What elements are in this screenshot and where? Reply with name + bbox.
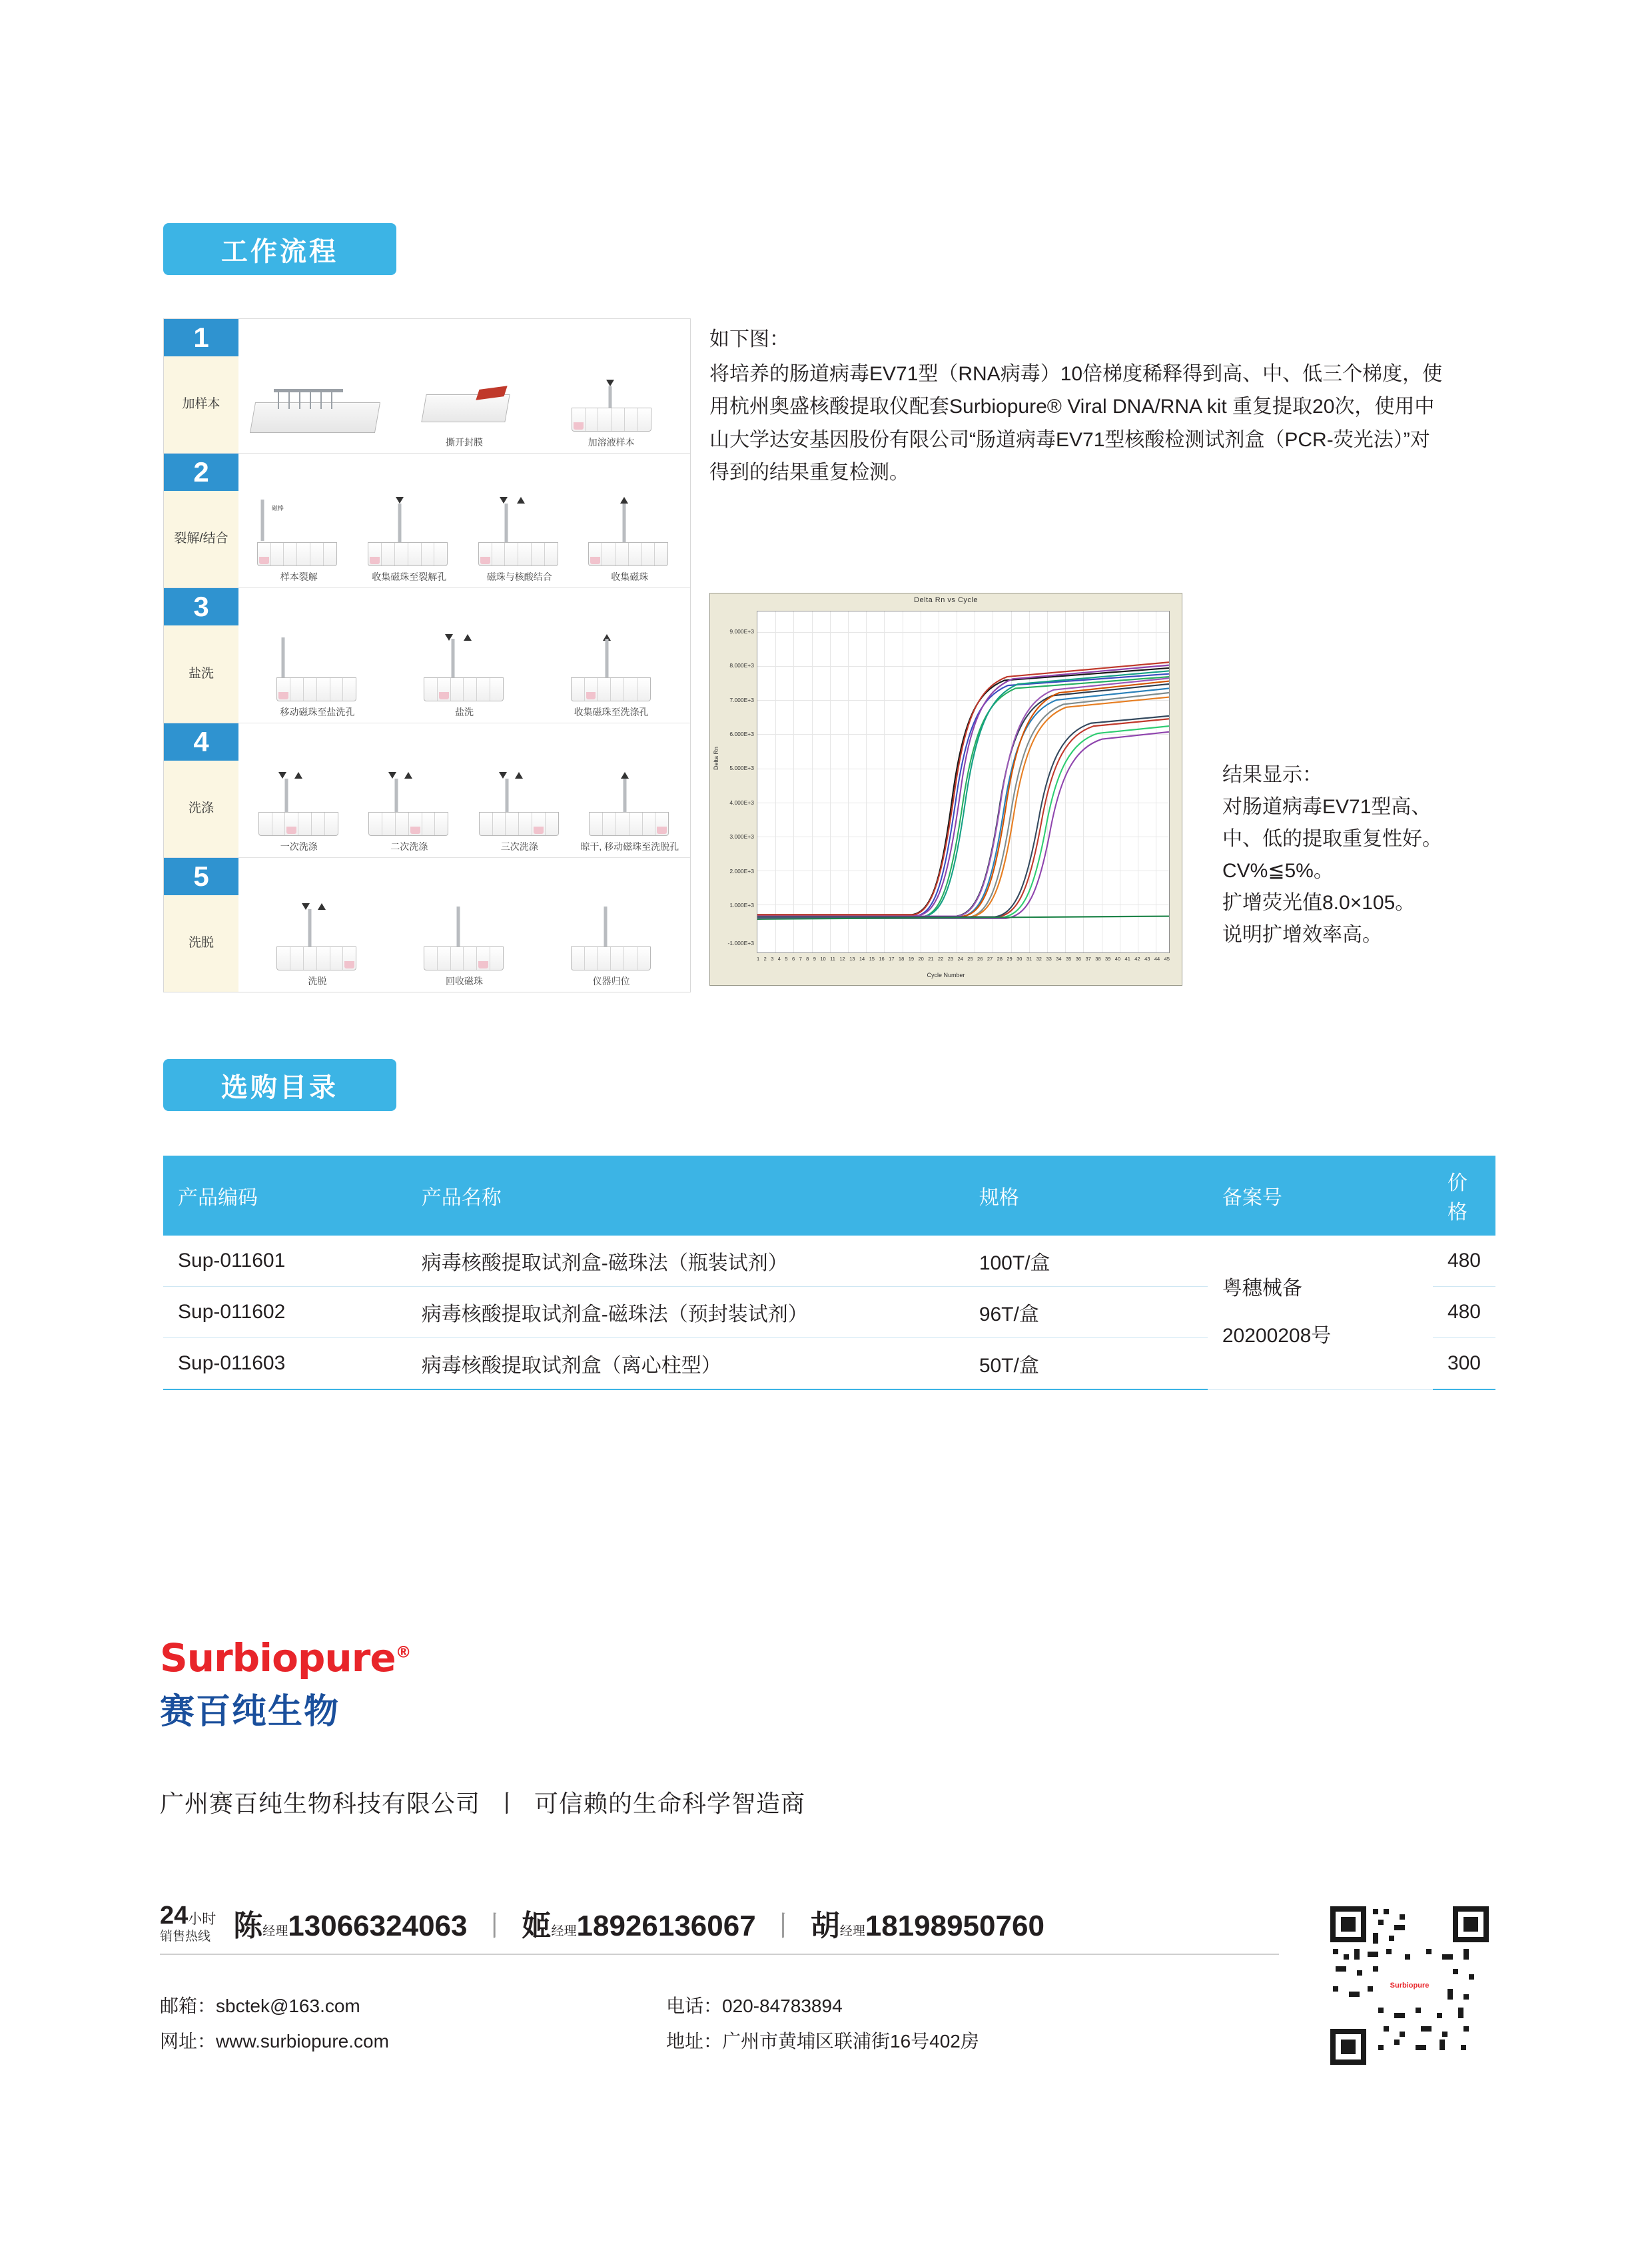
workflow-step-number: 1 — [164, 319, 238, 356]
cell-spec: 96T/盒 — [965, 1287, 1208, 1338]
amplification-chart — [709, 593, 1182, 986]
workflow-figure-cell — [354, 458, 465, 583]
cell-record-number — [1208, 1236, 1433, 1389]
chart-x-tick: 33 — [1046, 956, 1052, 962]
website-label: 网址： — [160, 2031, 216, 2052]
table-header-spec: 规格 — [965, 1156, 1208, 1236]
workflow-step-figures — [238, 588, 690, 722]
chart-x-tick: 3 — [771, 956, 774, 962]
workflow-step-figures — [238, 454, 690, 587]
workflow-step-number: 2 — [164, 454, 238, 491]
chart-x-tick: 24 — [957, 956, 963, 962]
workflow-figure-caption: 一次洗涤 — [280, 841, 318, 852]
description-body: 将培养的肠道病毒EV71型（RNA病毒）10倍梯度稀释得到高、中、低三个梯度，使用杭州奥盛核酸提取仪配套Surbiopure® Viral DNA/RNA kit 重复提取20次，使用中山大学达安基因股份有限公司“肠道病毒EV71型核酸检测试剂盒（PCR-荧光法）”对得到的结果重复检测。 — [709, 362, 1443, 484]
table-row — [163, 1236, 1495, 1287]
chart-x-ticks — [757, 956, 1170, 965]
workflow-step-label: 洗涤 — [188, 801, 214, 815]
contact-2[interactable] — [522, 1902, 756, 1944]
workflow-step-figures — [238, 723, 690, 857]
contact-1-title: 经理 — [262, 1924, 288, 1938]
contact-2-phone[interactable]: 18926136067 — [576, 1910, 756, 1942]
chart-x-tick: 22 — [937, 956, 944, 962]
brand-chinese-name: 赛百纯生物 — [160, 1692, 340, 1731]
chart-x-tick: 30 — [1017, 956, 1023, 962]
brand-english-text: Surbiopure — [160, 1635, 396, 1681]
chart-y-tick: 5.000E+3 — [729, 765, 754, 772]
chart-x-tick: 27 — [987, 956, 993, 962]
chart-x-tick: 43 — [1144, 956, 1150, 962]
chart-x-tick: 11 — [830, 956, 835, 962]
result-line: 对肠道病毒EV71型高、 — [1222, 796, 1432, 818]
chart-x-tick: 10 — [820, 956, 826, 962]
workflow-illustration — [391, 862, 538, 972]
address-value: 广州市黄埔区联浦街16号402房 — [722, 2031, 979, 2052]
chart-x-tick: 1 — [757, 956, 760, 962]
chart-x-tick: 5 — [785, 956, 788, 962]
workflow-figure-caption: 移动磁珠至盐洗孔 — [280, 706, 355, 717]
workflow-figure-caption: 收集磁珠 — [611, 571, 649, 583]
chart-x-tick: 23 — [947, 956, 954, 962]
chart-x-tick: 20 — [918, 956, 924, 962]
chart-y-tick: -1.000E+3 — [727, 939, 754, 946]
chart-x-tick: 38 — [1095, 956, 1101, 962]
workflow-illustration — [464, 727, 575, 837]
contact-divider: 丨 — [769, 1910, 797, 1942]
tel-label: 电话： — [666, 1996, 723, 2016]
chart-x-tick: 35 — [1065, 956, 1072, 962]
email-value[interactable]: sbctek@163.com — [216, 1996, 360, 2016]
workflow-figure-caption: 加溶液样本 — [588, 437, 635, 448]
contact-2-title: 经理 — [551, 1924, 577, 1938]
chart-x-tick: 17 — [889, 956, 895, 962]
chart-x-tick: 19 — [908, 956, 915, 962]
workflow-illustration — [244, 592, 391, 702]
workflow-figure-caption: 洗脱 — [308, 976, 327, 987]
workflow-step-number: 5 — [164, 858, 238, 895]
workflow-figure-cell — [244, 323, 391, 449]
chart-x-tick: 29 — [1007, 956, 1013, 962]
workflow-illustration — [354, 727, 465, 837]
chart-x-tick: 31 — [1026, 956, 1032, 962]
workflow-illustration — [391, 592, 538, 702]
cell-code: Sup-011602 — [163, 1287, 407, 1338]
contact-1-surname: 陈 — [233, 1910, 263, 1942]
workflow-illustration — [538, 862, 685, 972]
description-block — [709, 323, 1446, 491]
chart-x-tick: 6 — [791, 956, 795, 962]
cell-name: 病毒核酸提取试剂盒-磁珠法（瓶装试剂） — [407, 1236, 965, 1287]
workflow-figure-cell — [391, 323, 538, 449]
workflow-figure-cell — [244, 458, 354, 583]
chart-x-tick: 37 — [1085, 956, 1091, 962]
cell-code: Sup-011603 — [163, 1338, 407, 1390]
workflow-figure-caption: 收集磁珠至洗涤孔 — [574, 706, 649, 717]
chart-x-tick: 41 — [1124, 956, 1130, 962]
cell-code: Sup-011601 — [163, 1236, 407, 1287]
description-lead: 如下图： — [709, 328, 789, 350]
company-name: 广州赛百纯生物科技有限公司 — [160, 1790, 481, 1817]
registered-mark-icon: ® — [395, 1643, 411, 1662]
chart-y-tick: 2.000E+3 — [729, 867, 754, 875]
hotline-badge-number — [160, 1902, 216, 1930]
hotline-badge-sub: 销售热线 — [160, 1930, 211, 1944]
company-slogan: 可信赖的生命科学智造商 — [534, 1790, 806, 1817]
workflow-figure-caption: 二次洗涤 — [390, 841, 428, 852]
chart-y-tick: 6.000E+3 — [729, 731, 754, 738]
chart-y-tick: 1.000E+3 — [729, 902, 754, 909]
chart-x-tick: 18 — [898, 956, 905, 962]
brand-logo — [160, 1635, 411, 1733]
workflow-illustration — [244, 323, 391, 446]
section-title-catalog: 选购目录 — [163, 1059, 396, 1111]
contact-3-phone[interactable]: 18198950760 — [865, 1910, 1044, 1942]
workflow-illustration — [391, 323, 538, 433]
hotline-row — [160, 1902, 1279, 1955]
workflow-step-row — [164, 454, 690, 588]
catalog-table — [163, 1156, 1495, 1390]
cell-spec: 50T/盒 — [965, 1338, 1208, 1390]
qr-code[interactable] — [1322, 1898, 1497, 2073]
qr-code-pattern — [1326, 1902, 1493, 2069]
result-line: 结果显示： — [1222, 764, 1322, 786]
table-header-row — [163, 1156, 1495, 1236]
workflow-figure-cell — [391, 592, 538, 718]
workflow-figure-cell — [538, 592, 685, 718]
workflow-figure-caption: 样本裂解 — [280, 571, 318, 583]
plate-skew-illustration — [247, 386, 387, 446]
workflow-illustration — [575, 458, 685, 567]
chart-x-tick: 21 — [928, 956, 934, 962]
contact-info-right — [666, 1988, 979, 2059]
workflow-figure-caption: 回收磁珠 — [446, 976, 483, 987]
table-header-price: 价格 — [1433, 1156, 1495, 1236]
hotline-badge-unit: 小时 — [188, 1912, 216, 1928]
workflow-figure-caption: 三次洗涤 — [500, 841, 538, 852]
result-line: 中、低的提取重复性好。 — [1222, 828, 1442, 850]
hotline-badge — [160, 1902, 216, 1944]
workflow-step-row — [164, 588, 690, 723]
workflow-figure-cell — [464, 458, 575, 583]
contact-3[interactable] — [811, 1902, 1044, 1944]
workflow-illustration — [464, 458, 575, 567]
workflow-step-number: 4 — [164, 723, 238, 761]
chart-x-tick: 45 — [1164, 956, 1170, 962]
company-separator: 丨 — [495, 1790, 520, 1817]
chart-y-tick: 9.000E+3 — [729, 627, 754, 635]
website-value[interactable]: www.surbiopure.com — [216, 2031, 389, 2052]
workflow-step-label: 盐洗 — [188, 666, 214, 681]
chart-x-tick: 28 — [997, 956, 1003, 962]
chart-x-tick: 40 — [1114, 956, 1121, 962]
chart-x-tick: 14 — [859, 956, 865, 962]
workflow-illustration — [538, 592, 685, 702]
email-row — [160, 1988, 389, 2024]
workflow-figure-caption: 仪器归位 — [592, 976, 630, 987]
chart-plot-area — [757, 611, 1170, 953]
workflow-figure-cell — [538, 323, 685, 449]
workflow-figure-cell — [391, 862, 538, 988]
contact-3-surname: 胡 — [810, 1910, 840, 1942]
address-row — [666, 2024, 979, 2059]
brand-english-name — [160, 1635, 411, 1681]
contact-info-block — [160, 1988, 979, 2059]
table-header-record: 备案号 — [1208, 1156, 1433, 1236]
chart-x-tick: 44 — [1154, 956, 1160, 962]
chart-y-ticks — [721, 611, 755, 953]
workflow-figure-caption: 撕开封膜 — [446, 437, 483, 448]
workflow-figure-cell — [575, 458, 685, 583]
workflow-illustration — [354, 458, 465, 567]
chart-x-tick: 39 — [1105, 956, 1111, 962]
address-label: 地址： — [666, 2031, 723, 2052]
contact-3-title: 经理 — [839, 1924, 865, 1938]
contact-divider: 丨 — [480, 1910, 509, 1942]
chart-y-tick: 4.000E+3 — [729, 799, 754, 806]
workflow-step-row — [164, 858, 690, 992]
hotline-badge-value: 24 — [160, 1902, 189, 1930]
chart-x-tick: 32 — [1036, 956, 1042, 962]
result-line: CV%≦5%。 — [1222, 860, 1334, 882]
workflow-step-left — [164, 454, 238, 587]
contact-1-phone[interactable]: 13066324063 — [288, 1910, 468, 1942]
chart-y-axis-label: Delta Rn — [713, 746, 719, 770]
record-number-line-2: 20200208号 — [1222, 1325, 1332, 1347]
workflow-step-left — [164, 319, 238, 453]
chart-x-tick: 36 — [1075, 956, 1082, 962]
chart-x-tick: 15 — [869, 956, 875, 962]
workflow-figure-cell — [538, 862, 685, 988]
cell-price: 480 — [1433, 1236, 1495, 1287]
contact-2-surname: 姬 — [522, 1910, 552, 1942]
chart-x-tick: 4 — [777, 956, 781, 962]
workflow-step-number: 3 — [164, 588, 238, 625]
workflow-step-left — [164, 858, 238, 992]
chart-x-tick: 2 — [763, 956, 767, 962]
workflow-step-left — [164, 723, 238, 857]
cell-price: 480 — [1433, 1287, 1495, 1338]
tel-value[interactable]: 020-84783894 — [722, 1996, 843, 2016]
chart-x-tick: 7 — [799, 956, 802, 962]
result-line: 扩增荧光值8.0×105。 — [1222, 892, 1416, 914]
workflow-illustration — [575, 727, 685, 837]
chart-x-tick: 34 — [1056, 956, 1062, 962]
chart-curves — [757, 611, 1169, 952]
workflow-step-label: 加样本 — [182, 397, 220, 412]
section-title-workflow: 工作流程 — [163, 223, 396, 275]
workflow-step-figures — [238, 858, 690, 992]
qr-center-logo: Surbiopure — [1392, 1978, 1428, 1993]
workflow-figure-cell — [575, 727, 685, 853]
email-label: 邮箱： — [160, 1996, 216, 2016]
workflow-figure-caption: 磁珠与核酸结合 — [486, 571, 552, 583]
workflow-figure-caption: 晾干, 移动磁珠至洗脱孔 — [580, 841, 679, 852]
cell-name: 病毒核酸提取试剂盒-磁珠法（预封装试剂） — [407, 1287, 965, 1338]
cell-price: 300 — [1433, 1338, 1495, 1390]
chart-y-tick: 8.000E+3 — [729, 662, 754, 669]
result-line: 说明扩增效率高。 — [1222, 924, 1382, 946]
workflow-figure-caption: 收集磁珠至裂解孔 — [372, 571, 447, 583]
contact-1[interactable] — [233, 1902, 467, 1944]
workflow-illustration — [244, 862, 391, 972]
chart-x-tick: 8 — [806, 956, 809, 962]
result-block — [1222, 759, 1502, 951]
cell-name: 病毒核酸提取试剂盒（离心柱型） — [407, 1338, 965, 1390]
workflow-figure-cell — [244, 862, 391, 988]
record-number-line-1: 粤穗械备 — [1222, 1278, 1302, 1300]
chart-x-tick: 13 — [849, 956, 855, 962]
workflow-step-row — [164, 723, 690, 858]
workflow-step-figures — [238, 319, 690, 453]
chart-x-tick: 42 — [1134, 956, 1140, 962]
website-row — [160, 2024, 389, 2059]
chart-x-tick: 26 — [977, 956, 983, 962]
workflow-illustration: 磁棒 — [244, 458, 354, 567]
workflow-figure-cell — [464, 727, 575, 853]
table-header-code: 产品编码 — [163, 1156, 407, 1236]
workflow-figure-cell — [354, 727, 465, 853]
workflow-step-left — [164, 588, 238, 722]
contact-info-left — [160, 1988, 389, 2059]
workflow-illustration — [244, 727, 354, 837]
chart-x-axis-label: Cycle Number — [927, 972, 965, 978]
tel-row — [666, 1988, 979, 2024]
table-header-name: 产品名称 — [407, 1156, 965, 1236]
workflow-figure-cell — [244, 727, 354, 853]
workflow-step-label: 洗脱 — [188, 936, 214, 950]
chart-x-tick: 16 — [879, 956, 885, 962]
company-line — [160, 1785, 805, 1819]
chart-x-tick: 12 — [839, 956, 845, 962]
chart-y-tick: 3.000E+3 — [729, 833, 754, 841]
workflow-figure-cell — [244, 592, 391, 718]
workflow-step-label: 裂解/结合 — [174, 532, 228, 546]
chart-x-tick: 25 — [967, 956, 973, 962]
chart-x-tick: 9 — [813, 956, 816, 962]
cell-spec: 100T/盒 — [965, 1236, 1208, 1287]
workflow-panel — [163, 318, 691, 992]
workflow-figure-caption: 盐洗 — [455, 706, 474, 717]
workflow-step-row — [164, 319, 690, 454]
chart-title: Delta Rn vs Cycle — [914, 596, 978, 604]
chart-y-tick: 7.000E+3 — [729, 696, 754, 703]
workflow-illustration — [538, 323, 685, 433]
